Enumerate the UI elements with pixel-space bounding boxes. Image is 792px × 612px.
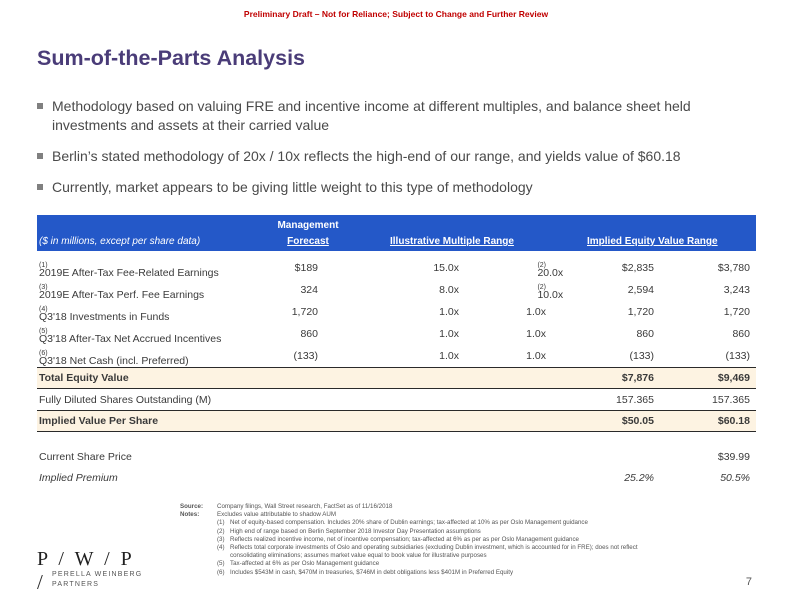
share-price-row: Current Share Price $39.99 — [39, 451, 750, 463]
mgmt-header-line2: Forecast — [287, 236, 329, 247]
company-logo — [37, 548, 143, 594]
units-label: ($ in millions, except per share data) — [39, 236, 201, 247]
mgmt-header-line1: Management — [277, 220, 339, 231]
logo-slash: / — [37, 570, 43, 594]
bullet-square-icon — [37, 184, 43, 190]
footnotes — [180, 503, 740, 577]
footnote-item: (1) Net of equity-based compensation. Includes 20% share of Dublin earnings; tax-affected at 10% as per Oslo Management guidance — [217, 519, 588, 527]
table-row: Q3'18 Net Cash (incl. Preferred) $^{(6)}$ (133) 1.0x 1.0x (133) (133) — [39, 350, 750, 367]
bullet-list — [37, 97, 737, 209]
shares-row: Fully Diluted Shares Outstanding (M) 157.365 157.365 — [39, 394, 750, 406]
table-row: 2019E After-Tax Perf. Fee Earnings $^{(3)}$ 324 8.0x 10.0x $^{(2)}$ 2,594 3,243 — [39, 284, 750, 301]
logo-line1: PERELLA WEINBERG — [52, 571, 143, 578]
footnote-item: (6) Includes $543M in cash, $470M in treasuries, $746M in debt obligations less $401M in Preferred Equity — [217, 568, 514, 576]
footnote-item: (3) Reflects realized incentive income, net of incentive compensation; tax-affected at 6% as per as per Oslo Management guidance — [217, 535, 579, 543]
multiple-header: Illustrative Multiple Range — [390, 236, 514, 247]
footnote-item: (2) High end of range based on Berlin September 2018 Investor Day Presentation assumptions — [217, 527, 481, 535]
footnote-item: (5) Tax-affected at 6% as per Oslo Management guidance — [217, 560, 380, 568]
footnote-item: (4) Reflects total corporate investments of Oslo and operating subsidiaries (excluding Dublin investment, which is accounted for in FRE); does not reflect — [217, 544, 638, 552]
page-title: Sum-of-the-Parts Analysis — [37, 46, 306, 70]
notes-line: Notes: Excludes value attributable to shadow AUM — [180, 511, 337, 519]
logo-mark: P / W / P — [37, 548, 135, 570]
draft-notice: Preliminary Draft – Not for Reliance; Subject to Change and Further Review — [243, 9, 549, 19]
page-number: 7 — [745, 576, 752, 588]
bullet-square-icon — [37, 153, 43, 159]
table-row: 2019E After-Tax Fee-Related Earnings $^{(1)}$ $189 15.0x 20.0x $^{(2)}$ $2,835 $3,780 — [39, 262, 750, 279]
bullet-item: Berlin’s stated methodology of 20x / 10x reflects the high-end of our range, and yields value of $60.18 — [37, 147, 737, 166]
logo-line2: PARTNERS — [52, 581, 100, 588]
bullet-square-icon — [37, 103, 43, 109]
table-row: Q3'18 Investments in Funds $^{(4)}$ 1,720 1.0x 1.0x 1,720 1,720 — [39, 306, 750, 323]
implied-header: Implied Equity Value Range — [587, 236, 718, 247]
premium-row: Implied Premium 25.2% 50.5% — [39, 472, 750, 484]
per-share-row: Implied Value Per Share $50.05 $60.18 — [37, 410, 756, 432]
table-header — [37, 215, 756, 251]
total-equity-row: Total Equity Value $7,876 $9,469 — [37, 367, 756, 389]
footnote-item: consolidating eliminations; assumes market value equal to book value for illustrative purposes — [230, 552, 487, 560]
sotp-table — [37, 215, 756, 488]
bullet-item: Currently, market appears to be giving little weight to this type of methodology — [37, 178, 737, 197]
table-row: Q3'18 After-Tax Net Accrued Incentives $^{(5)}$ 860 1.0x 1.0x 860 860 — [39, 328, 750, 345]
source-line: Source: Company filings, Wall Street research, FactSet as of 11/16/2018 — [180, 503, 393, 510]
bullet-item: Methodology based on valuing FRE and incentive income at different multiples, and balance sheet held investments and assets at their carried value — [37, 97, 737, 135]
